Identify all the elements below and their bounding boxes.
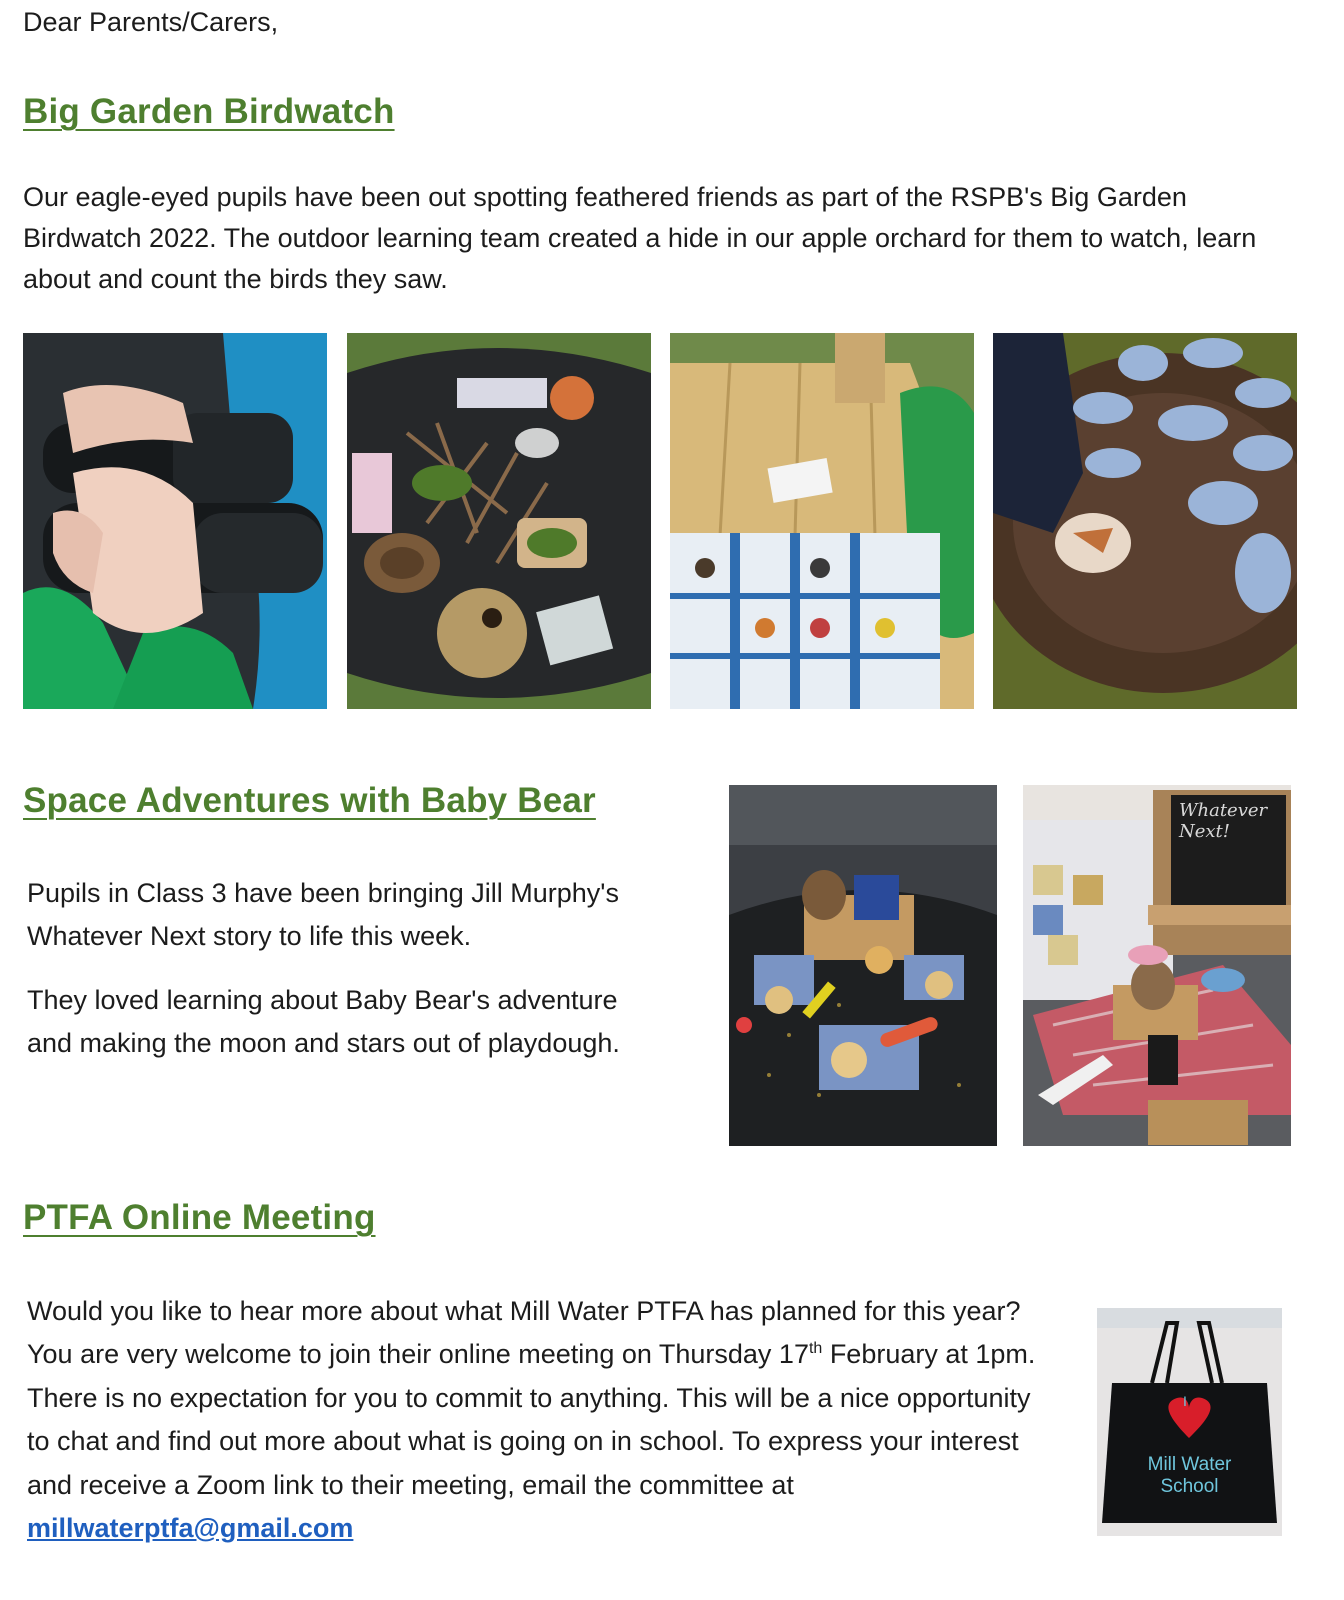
greeting: Dear Parents/Carers, (23, 7, 279, 37)
birdwatch-paragraph: Our eagle-eyed pupils have been out spotting feathered friends as part of the RSPB's Big Garden Birdwatch 2022. The outdoor learning team created a hide in our apple orchard for them to watch, learn about and count the birds they saw. (23, 182, 1257, 294)
photo-tote-bag (1097, 1308, 1282, 1536)
chalkboard-text: Whatever Next! (1179, 800, 1268, 842)
photo-nature-tray (347, 333, 651, 709)
ptfa-paragraph (27, 1290, 1037, 1550)
space-paragraph-2: They loved learning about Baby Bear's adventure and making the moon and stars out of playdough. (27, 985, 620, 1058)
section-heading-ptfa: PTFA Online Meeting (23, 1198, 376, 1237)
photo-role-play-area (1023, 785, 1291, 1146)
bag-text-mill-water: Mill Water (1147, 1454, 1232, 1475)
section-heading-birdwatch: Big Garden Birdwatch (23, 92, 395, 131)
photo-tree-stump (993, 333, 1297, 709)
ptfa-text-part1: Would you like to hear more about what Mill Water PTFA has planned for this year? You are very welcome to join their online meeting on Thursday 17 (27, 1296, 1021, 1370)
photo-binoculars (23, 333, 327, 709)
ptfa-text-part2: February at 1pm. There is no expectation for you to commit to anything. This will be a nice opportunity to chat and find out more about what is going on in school. To express your interest and receive a Zoom link to their meeting, email the committee at (27, 1339, 1036, 1500)
space-paragraph-1: Pupils in Class 3 have been bringing Jill Murphy's Whatever Next story to life this week. (27, 878, 619, 951)
ptfa-ordinal-suffix: th (808, 1340, 823, 1358)
section-heading-space-adventures: Space Adventures with Baby Bear (23, 781, 596, 820)
ptfa-email-link[interactable]: millwaterptfa@gmail.com (27, 1513, 354, 1544)
bag-text-school: School (1160, 1476, 1219, 1497)
photo-space-tray (729, 785, 997, 1146)
bag-text-i: I (1183, 1393, 1187, 1409)
photo-bird-cards (670, 333, 974, 709)
